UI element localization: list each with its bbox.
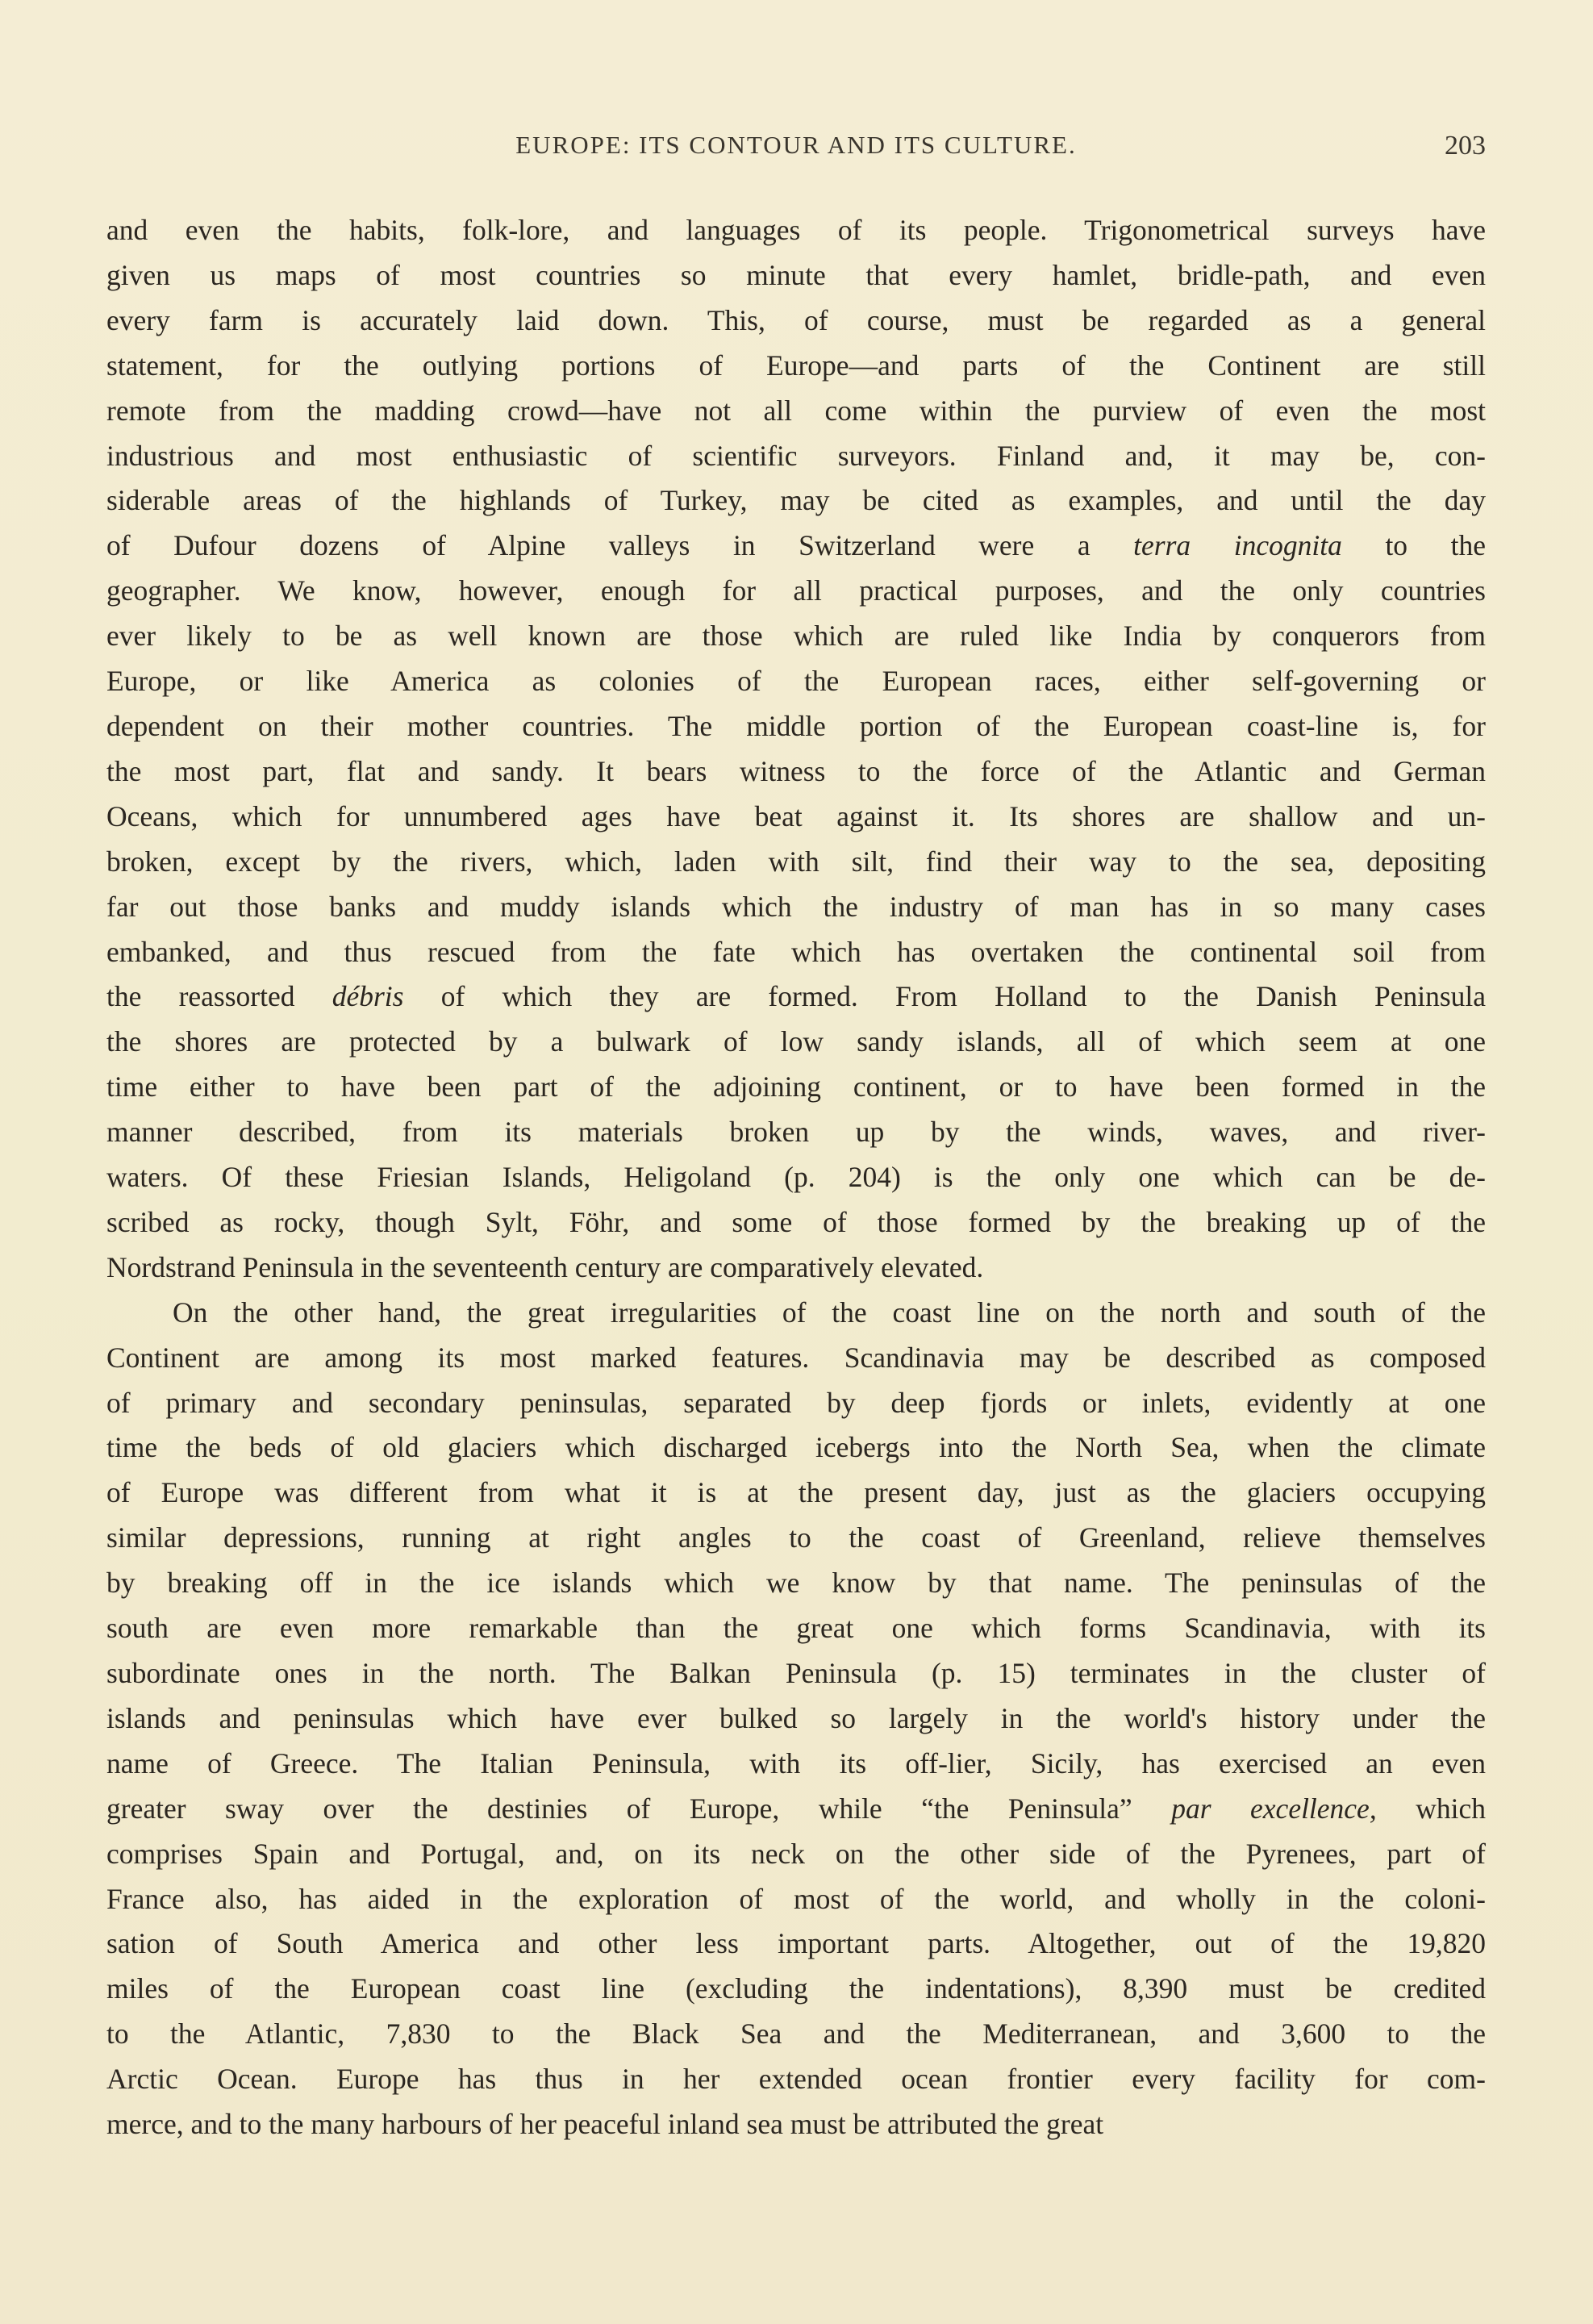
text-segment: Nordstrand Peninsula in the seventeenth century are comparatively elevated.	[106, 1250, 984, 1283]
text-segment: remote from the madding crowd—have not all come within the purview of even the most	[106, 394, 1486, 427]
text-line	[106, 1967, 1486, 2012]
text-line	[106, 2012, 1486, 2057]
text-segment: France also, has aided in the exploration of most of the world, and wholly in the coloni-	[106, 1882, 1486, 1915]
text-line	[106, 840, 1486, 885]
body-text	[106, 208, 1486, 2147]
text-segment: the most part, flat and sandy. It bears witness to the force of the Atlantic and German	[106, 754, 1486, 787]
paragraph	[106, 1291, 1486, 2147]
text-line	[106, 389, 1486, 434]
text-line	[106, 434, 1486, 479]
text-segment: sation of South America and other less important parts. Altogether, out of the 19,820	[106, 1927, 1486, 1960]
text-segment: of primary and secondary peninsulas, separated by deep fjords or inlets, evidently at one	[106, 1386, 1486, 1419]
text-segment: greater sway over the destinies of Europe, while “the Peninsula”	[106, 1792, 1172, 1825]
text-segment: scribed as rocky, though Sylt, Föhr, and some of those formed by the breaking up of the	[106, 1205, 1486, 1238]
text-line	[106, 1425, 1486, 1471]
text-line	[106, 1516, 1486, 1561]
text-segment: industrious and most enthusiastic of scientific surveyors. Finland and, it may be, con-	[106, 439, 1486, 472]
text-segment: embanked, and thus rescued from the fate which has overtaken the continental soil from	[106, 935, 1486, 968]
text-segment: time either to have been part of the adjoining continent, or to have been formed in the	[106, 1070, 1486, 1104]
text-segment: by breaking off in the ice islands which we know by that name. The peninsulas of the	[106, 1567, 1486, 1600]
text-line	[106, 974, 1486, 1020]
text-segment: siderable areas of the highlands of Turkey, may be cited as examples, and until the day	[106, 484, 1486, 517]
text-segment: given us maps of most countries so minute that every hamlet, bridle-path, and even	[106, 258, 1486, 291]
text-segment: geographer. We know, however, enough for all practical purposes, and the only countries	[106, 574, 1486, 607]
text-segment: ever likely to be as well known are those which are ruled like India by conquerors from	[106, 620, 1486, 653]
text-segment: manner described, from its materials broken up by the winds, waves, and river-	[106, 1116, 1486, 1149]
page-header	[106, 131, 1486, 171]
text-segment: of Dufour dozens of Alpine valleys in Switzerland were a	[106, 529, 1134, 562]
text-line	[106, 1245, 1486, 1291]
text-segment: Continent are among its most marked features. Scandinavia may be described as composed	[106, 1341, 1486, 1374]
text-line	[106, 704, 1486, 749]
text-segment: broken, except by the rivers, which, laden with silt, find their way to the sea, depositing	[106, 845, 1486, 878]
text-segment: south are even more remarkable than the great one which forms Scandinavia, with its	[106, 1612, 1486, 1645]
text-segment: and even the habits, folk-lore, and languages of its people. Trigonometrical surveys have	[106, 214, 1486, 246]
text-line	[106, 1877, 1486, 1922]
text-line	[106, 1020, 1486, 1065]
text-segment: subordinate ones in the north. The Balkan Peninsula (p. 15) terminates in the cluster of	[106, 1657, 1486, 1689]
text-segment: statement, for the outlying portions of Europe—and parts of the Continent are still	[106, 348, 1486, 382]
text-line	[106, 208, 1486, 253]
text-segment: Arctic Ocean. Europe has thus in her extended ocean frontier every facility for com-	[106, 2063, 1486, 2096]
text-segment: dependent on their mother countries. The middle portion of the European coast-line is, for	[106, 709, 1486, 742]
text-segment: which	[1376, 1792, 1486, 1825]
text-line	[106, 1651, 1486, 1696]
text-line	[106, 614, 1486, 659]
text-line	[106, 1065, 1486, 1110]
text-segment: time the beds of old glaciers which discharged icebergs into the North Sea, when the climate	[106, 1431, 1486, 1464]
text-line	[106, 1606, 1486, 1651]
text-line	[106, 795, 1486, 840]
text-segment: waters. Of these Friesian Islands, Heligoland (p. 204) is the only one which can be de-	[106, 1161, 1486, 1194]
page-number: 203	[1445, 131, 1486, 161]
text-line	[106, 253, 1486, 298]
text-line	[106, 2102, 1486, 2147]
text-segment: name of Greece. The Italian Peninsula, with its off-lier, Sicily, has exercised an even	[106, 1746, 1486, 1780]
text-line	[106, 1381, 1486, 1426]
text-line	[106, 478, 1486, 524]
text-segment: of which they are formed. From Holland to the Danish Peninsula	[403, 980, 1487, 1013]
text-line	[106, 1110, 1486, 1155]
text-line	[106, 1787, 1486, 1832]
text-line	[106, 1155, 1486, 1200]
text-line	[106, 1696, 1486, 1742]
text-segment: Oceans, which for unnumbered ages have beat against it. Its shores are shallow and un-	[106, 799, 1486, 832]
text-segment: islands and peninsulas which have ever bulked so largely in the world's history under the	[106, 1701, 1486, 1734]
text-segment: Europe, or like America as colonies of the European races, either self-governing or	[106, 665, 1486, 698]
text-segment: the reassorted	[106, 980, 332, 1013]
text-line	[106, 1200, 1486, 1245]
text-segment: On the other hand, the great irregularities of the coast line on the north and south of the	[173, 1296, 1486, 1329]
italic-text: débris	[332, 980, 404, 1013]
text-line	[106, 344, 1486, 389]
text-segment: the shores are protected by a bulwark of low sandy islands, all of which seem at one	[106, 1025, 1486, 1058]
paragraph	[106, 208, 1486, 1291]
text-line	[106, 1742, 1486, 1787]
italic-text: terra incognita	[1133, 529, 1342, 562]
text-line	[106, 2057, 1486, 2102]
text-line	[106, 930, 1486, 975]
text-line	[106, 524, 1486, 569]
text-segment: comprises Spain and Portugal, and, on its neck on the other side of the Pyrenees, part of	[106, 1837, 1486, 1870]
text-line	[106, 1336, 1486, 1381]
text-line	[106, 1832, 1486, 1877]
text-segment: of Europe was different from what it is at the present day, just as the glaciers occupying	[106, 1476, 1486, 1509]
text-line	[106, 1471, 1486, 1516]
text-line	[106, 298, 1486, 344]
text-segment: every farm is accurately laid down. This, of course, must be regarded as a general	[106, 303, 1486, 336]
text-line	[106, 1921, 1486, 1967]
text-segment: similar depressions, running at right angles to the coast of Greenland, relieve themselves	[106, 1521, 1486, 1554]
text-segment: miles of the European coast line (excluding the indentations), 8,390 must be credited	[106, 1972, 1486, 2005]
text-line	[106, 659, 1486, 704]
text-line	[106, 885, 1486, 930]
text-line	[106, 1561, 1486, 1606]
text-line	[106, 1291, 1486, 1336]
text-segment: to the	[1341, 529, 1487, 562]
text-line	[106, 569, 1486, 614]
text-line	[106, 749, 1486, 795]
text-segment: far out those banks and muddy islands which the industry of man has in so many cases	[106, 890, 1486, 923]
italic-text: par excellence,	[1171, 1792, 1377, 1825]
running-head: EUROPE: ITS CONTOUR AND ITS CULTURE.	[515, 131, 1077, 159]
text-segment: merce, and to the many harbours of her peaceful inland sea must be attributed the great	[106, 2108, 1104, 2141]
text-segment: to the Atlantic, 7,830 to the Black Sea and the Mediterranean, and 3,600 to the	[106, 2017, 1486, 2051]
